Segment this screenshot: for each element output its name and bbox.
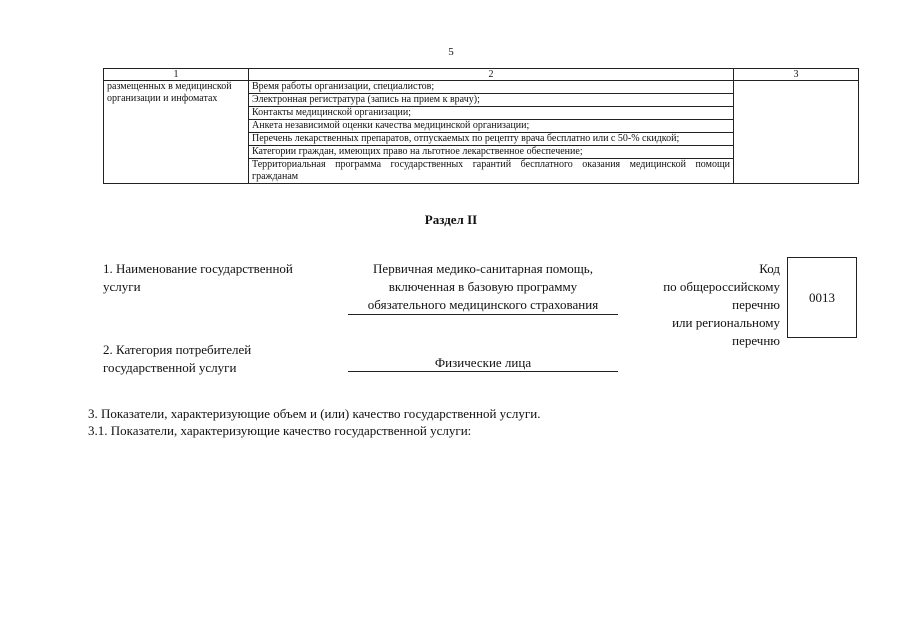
code-label-line: или региональному (672, 315, 780, 330)
quality-indicators-heading: 3.1. Показатели, характеризующие качество государственной услуги: (88, 423, 472, 438)
table-header-cell: 2 (249, 69, 734, 81)
indicators-heading: 3. Показатели, характеризующие объем и (или) качество государственной услуги. (88, 406, 541, 421)
table-header-row (104, 69, 859, 81)
service-name-line: обязательного медицинского страхования (348, 296, 618, 315)
table-cell-empty (734, 81, 859, 184)
service-name-label: 1. Наименование государственной услуги (103, 261, 293, 294)
info-list-item: Контакты медицинской организации; (249, 107, 733, 120)
info-list-item: Электронная регистратура (запись на прием к врачу); (249, 94, 733, 107)
service-code-box: 0013 (787, 257, 857, 338)
info-list-item: Территориальная программа государственных гарантий бесплатного оказания медицинской помощи (252, 159, 730, 170)
consumer-category-label: 2. Категория потребителей государственной услуги (103, 342, 252, 375)
page-number: 5 (448, 46, 454, 58)
code-label-line: по общероссийскому (663, 279, 780, 294)
table-cell-location: размещенных в медицинской организации и инфоматах (104, 81, 249, 184)
info-list-item: гражданам (252, 171, 299, 182)
table-row (104, 81, 859, 184)
table-header-cell: 1 (104, 69, 249, 81)
section-title: Раздел II (424, 212, 478, 227)
service-name-line: Первичная медико-санитарная помощь, (373, 261, 593, 276)
service-name-line: включенная в базовую программу (388, 279, 578, 294)
consumer-category-value: Физические лица (348, 355, 618, 372)
table-cell-info-list (249, 81, 734, 184)
services-info-table (103, 68, 859, 184)
info-list-item: Категории граждан, имеющих право на льготное лекарственное обеспечение; (249, 146, 733, 159)
info-list-item: Время работы организации, специалистов; (249, 81, 733, 94)
service-name-value (348, 260, 618, 315)
code-label-line: перечню (732, 333, 780, 348)
table-header-cell: 3 (734, 69, 859, 81)
info-list-item: Анкета независимой оценки качества медицинской организации; (249, 120, 733, 133)
code-label-line: перечню (732, 297, 780, 312)
code-label (640, 260, 780, 350)
code-label-line: Код (759, 261, 780, 276)
info-list-item: Перечень лекарственных препаратов, отпускаемых по рецепту врача бесплатно или с 50-% скидкой; (249, 133, 733, 146)
